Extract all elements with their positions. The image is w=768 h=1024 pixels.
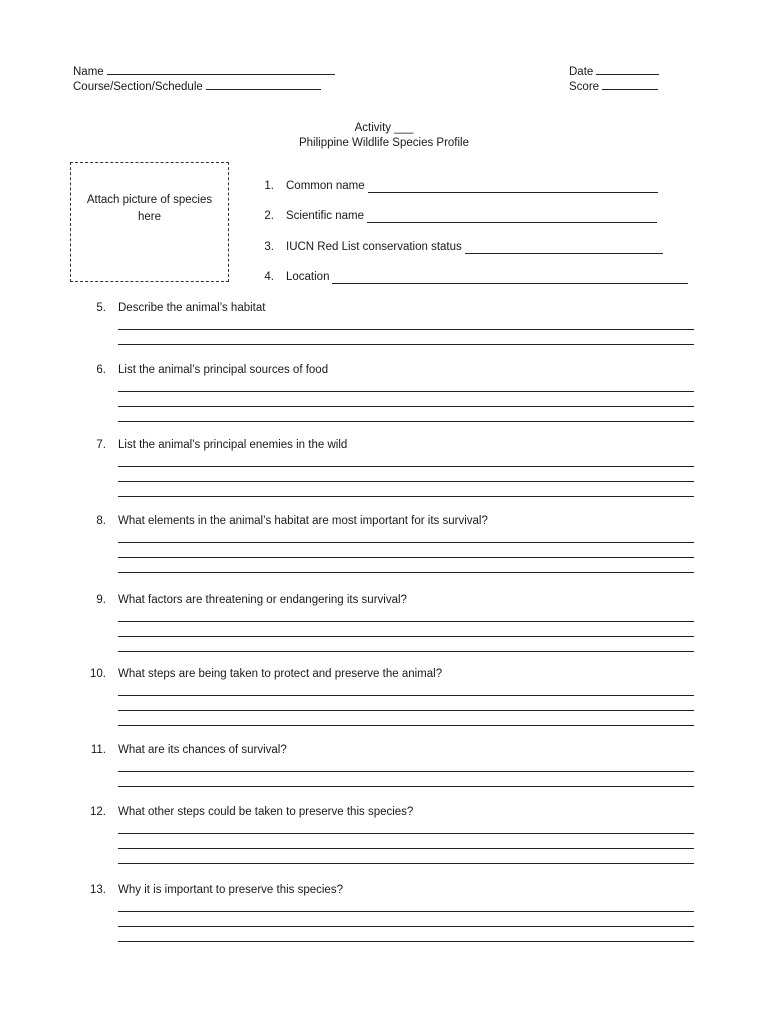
answer-line[interactable] bbox=[118, 771, 694, 772]
answer-line[interactable] bbox=[118, 466, 694, 467]
question-text: What steps are being taken to protect and preserve the animal? bbox=[118, 668, 443, 680]
date-field[interactable] bbox=[569, 63, 659, 78]
answer-line[interactable] bbox=[118, 572, 694, 573]
answer-line[interactable] bbox=[118, 621, 694, 622]
score-field[interactable] bbox=[569, 78, 658, 93]
answer-line[interactable] bbox=[118, 848, 694, 849]
answer-line[interactable] bbox=[118, 391, 694, 392]
field-number: 1. bbox=[264, 180, 274, 192]
name-field[interactable] bbox=[73, 63, 335, 78]
activity-title: Activity ___ bbox=[354, 122, 414, 134]
field-answer-line[interactable] bbox=[332, 283, 688, 284]
course-blank[interactable] bbox=[206, 78, 321, 90]
answer-line[interactable] bbox=[118, 406, 694, 407]
field-row[interactable] bbox=[286, 241, 462, 253]
answer-line[interactable] bbox=[118, 941, 694, 942]
question-text: List the animal’s principal enemies in the wild bbox=[118, 439, 348, 451]
course-label: Course/Section/Schedule bbox=[73, 81, 203, 93]
species-picture-box[interactable] bbox=[70, 162, 229, 282]
answer-line[interactable] bbox=[118, 542, 694, 543]
answer-line[interactable] bbox=[118, 695, 694, 696]
field-row[interactable] bbox=[286, 271, 329, 283]
field-row[interactable] bbox=[286, 180, 365, 192]
answer-line[interactable] bbox=[118, 421, 694, 422]
date-blank[interactable] bbox=[596, 63, 659, 75]
answer-line[interactable] bbox=[118, 344, 694, 345]
question-number: 8. bbox=[96, 515, 106, 527]
question-text: Describe the animal’s habitat bbox=[118, 302, 266, 314]
field-answer-line[interactable] bbox=[368, 192, 658, 193]
question-number: 5. bbox=[96, 302, 106, 314]
score-blank[interactable] bbox=[602, 78, 658, 90]
question-text: Why it is important to preserve this species? bbox=[118, 884, 343, 896]
question-number: 12. bbox=[90, 806, 106, 818]
question-number: 10. bbox=[90, 668, 106, 680]
question-text: What factors are threatening or endangering its survival? bbox=[118, 594, 407, 606]
field-number: 3. bbox=[264, 241, 274, 253]
field-answer-line[interactable] bbox=[465, 253, 663, 254]
field-label: Common name bbox=[286, 180, 365, 192]
answer-line[interactable] bbox=[118, 833, 694, 834]
field-number: 2. bbox=[264, 210, 274, 222]
field-row[interactable] bbox=[286, 210, 364, 222]
answer-line[interactable] bbox=[118, 710, 694, 711]
field-label: IUCN Red List conservation status bbox=[286, 241, 462, 253]
answer-line[interactable] bbox=[118, 557, 694, 558]
answer-line[interactable] bbox=[118, 496, 694, 497]
answer-line[interactable] bbox=[118, 911, 694, 912]
page-title: Philippine Wildlife Species Profile bbox=[298, 137, 470, 149]
field-number: 4. bbox=[264, 271, 274, 283]
picture-box-label: Attach picture of species here bbox=[86, 194, 213, 223]
question-text: What elements in the animal’s habitat are most important for its survival? bbox=[118, 515, 488, 527]
field-label: Location bbox=[286, 271, 330, 283]
answer-line[interactable] bbox=[118, 651, 694, 652]
question-text: What are its chances of survival? bbox=[118, 744, 287, 756]
question-number: 9. bbox=[96, 594, 106, 606]
name-label: Name bbox=[73, 66, 104, 78]
score-label: Score bbox=[569, 81, 600, 93]
question-number: 7. bbox=[96, 439, 106, 451]
answer-line[interactable] bbox=[118, 926, 694, 927]
name-blank[interactable] bbox=[107, 63, 335, 75]
field-label: Scientific name bbox=[286, 210, 364, 222]
answer-line[interactable] bbox=[118, 786, 694, 787]
date-label: Date bbox=[569, 66, 594, 78]
question-number: 13. bbox=[90, 884, 106, 896]
question-text: List the animal’s principal sources of food bbox=[118, 364, 329, 376]
answer-line[interactable] bbox=[118, 329, 694, 330]
answer-line[interactable] bbox=[118, 636, 694, 637]
answer-line[interactable] bbox=[118, 863, 694, 864]
course-field[interactable] bbox=[73, 78, 321, 93]
question-number: 11. bbox=[90, 744, 106, 756]
answer-line[interactable] bbox=[118, 725, 694, 726]
field-answer-line[interactable] bbox=[367, 222, 657, 223]
question-text: What other steps could be taken to preserve this species? bbox=[118, 806, 414, 818]
answer-line[interactable] bbox=[118, 481, 694, 482]
question-number: 6. bbox=[96, 364, 106, 376]
